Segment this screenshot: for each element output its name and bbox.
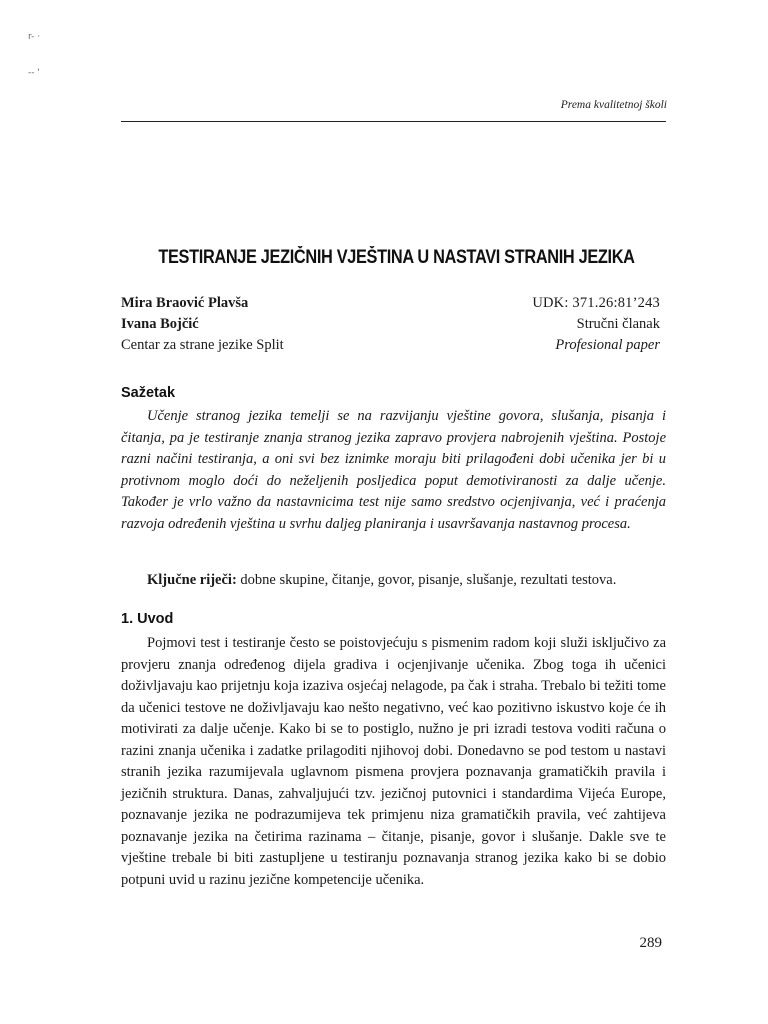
keywords — [147, 570, 667, 591]
author-block — [121, 293, 441, 356]
author-name: Ivana Bojčić — [121, 316, 199, 332]
udk-code: UDK: 371.26:81’243 — [532, 295, 660, 311]
article-type: Stručni članak — [576, 316, 660, 332]
running-header: Prema kvalitetnoj školi — [560, 99, 667, 111]
page-number: 289 — [639, 935, 662, 951]
article-meta — [410, 293, 660, 356]
abstract-heading: Sažetak — [121, 385, 176, 401]
abstract-text: Učenje stranog jezika temelji se na razvijanju vještine govora, slušanja, pisanja i čitanja, pa je testiranje znanja stranog jezika zapravo provjera nabrojenih vještina. Postoje razni načini testiranja, a oni svi bez iznimke moraju biti prilagođeni dobi učenika jer bi u protivnom moglo doći do neželjenih posljedica poput demotiviranosti za dalje učenje. Također je vrlo važno da nastavnicima test nije samo sredstvo ocjenjivanja, već i praćenja razvoja određenih vještina u svrhu daljeg planiranja i usavršavanja nastavnog procesa. — [121, 408, 666, 532]
keywords-text: dobne skupine, čitanje, govor, pisanje, slušanje, rezultati testova. — [236, 572, 617, 588]
header-divider — [121, 121, 666, 122]
scan-artifact: -- ' — [28, 68, 40, 78]
scan-artifact: r- · — [28, 32, 41, 42]
section-body-text: Pojmovi test i testiranje često se poistovjećuju s pismenim radom koji služi isključivo za provjeru znanja određenog dijela gradiva i ocjenjivanje učenika. Zbog toga ih učenici doživljavaju kao prijetnju koja izaziva osjećaj nelagode, pa čak i straha. Trebalo bi težiti tome da učenici testove ne doživljavaju kao nešto negativno, već kao pozitivno iskustvo koje će ih motivirati za dalje učenje. Kako bi se to postiglo, nužno je pri izradi testova voditi računa o razini znanja učenika i zadatke prilagoditi njihovoj dobi. Donedavno se pod testom u nastavi stranih jezika razumijevala uglavnom pismena provjera poznavanja gramatičkih pravila i jezičnih struktura. Danas, zahvaljujući tzv. jezičnoj putovnici i standardima Vijeća Europe, poznavanje jezika ne podrazumijeva tek primjenu niza gramatičkih pravila, već zahtijeva poznavanje jezika na četirima razinama – čitanje, pisanje, govor i slušanje. Dakle sve te vještine trebale bi biti zastupljene u testiranju poznavanja stranog jezika kako bi se dobio potpuni uvid u razinu jezične kompetencije učenika. — [121, 635, 666, 888]
author-name: Mira Braović Plavša — [121, 295, 249, 311]
section-heading-uvod: 1. Uvod — [121, 611, 174, 627]
article-type-en: Profesional paper — [555, 337, 660, 353]
keywords-label: Ključne riječi: — [147, 572, 237, 588]
author-affiliation: Centar za strane jezike Split — [121, 337, 284, 353]
article-title: TESTIRANJE JEZIČNIH VJEŠTINA U NASTAVI STRANIH JEZIKA — [158, 247, 635, 268]
